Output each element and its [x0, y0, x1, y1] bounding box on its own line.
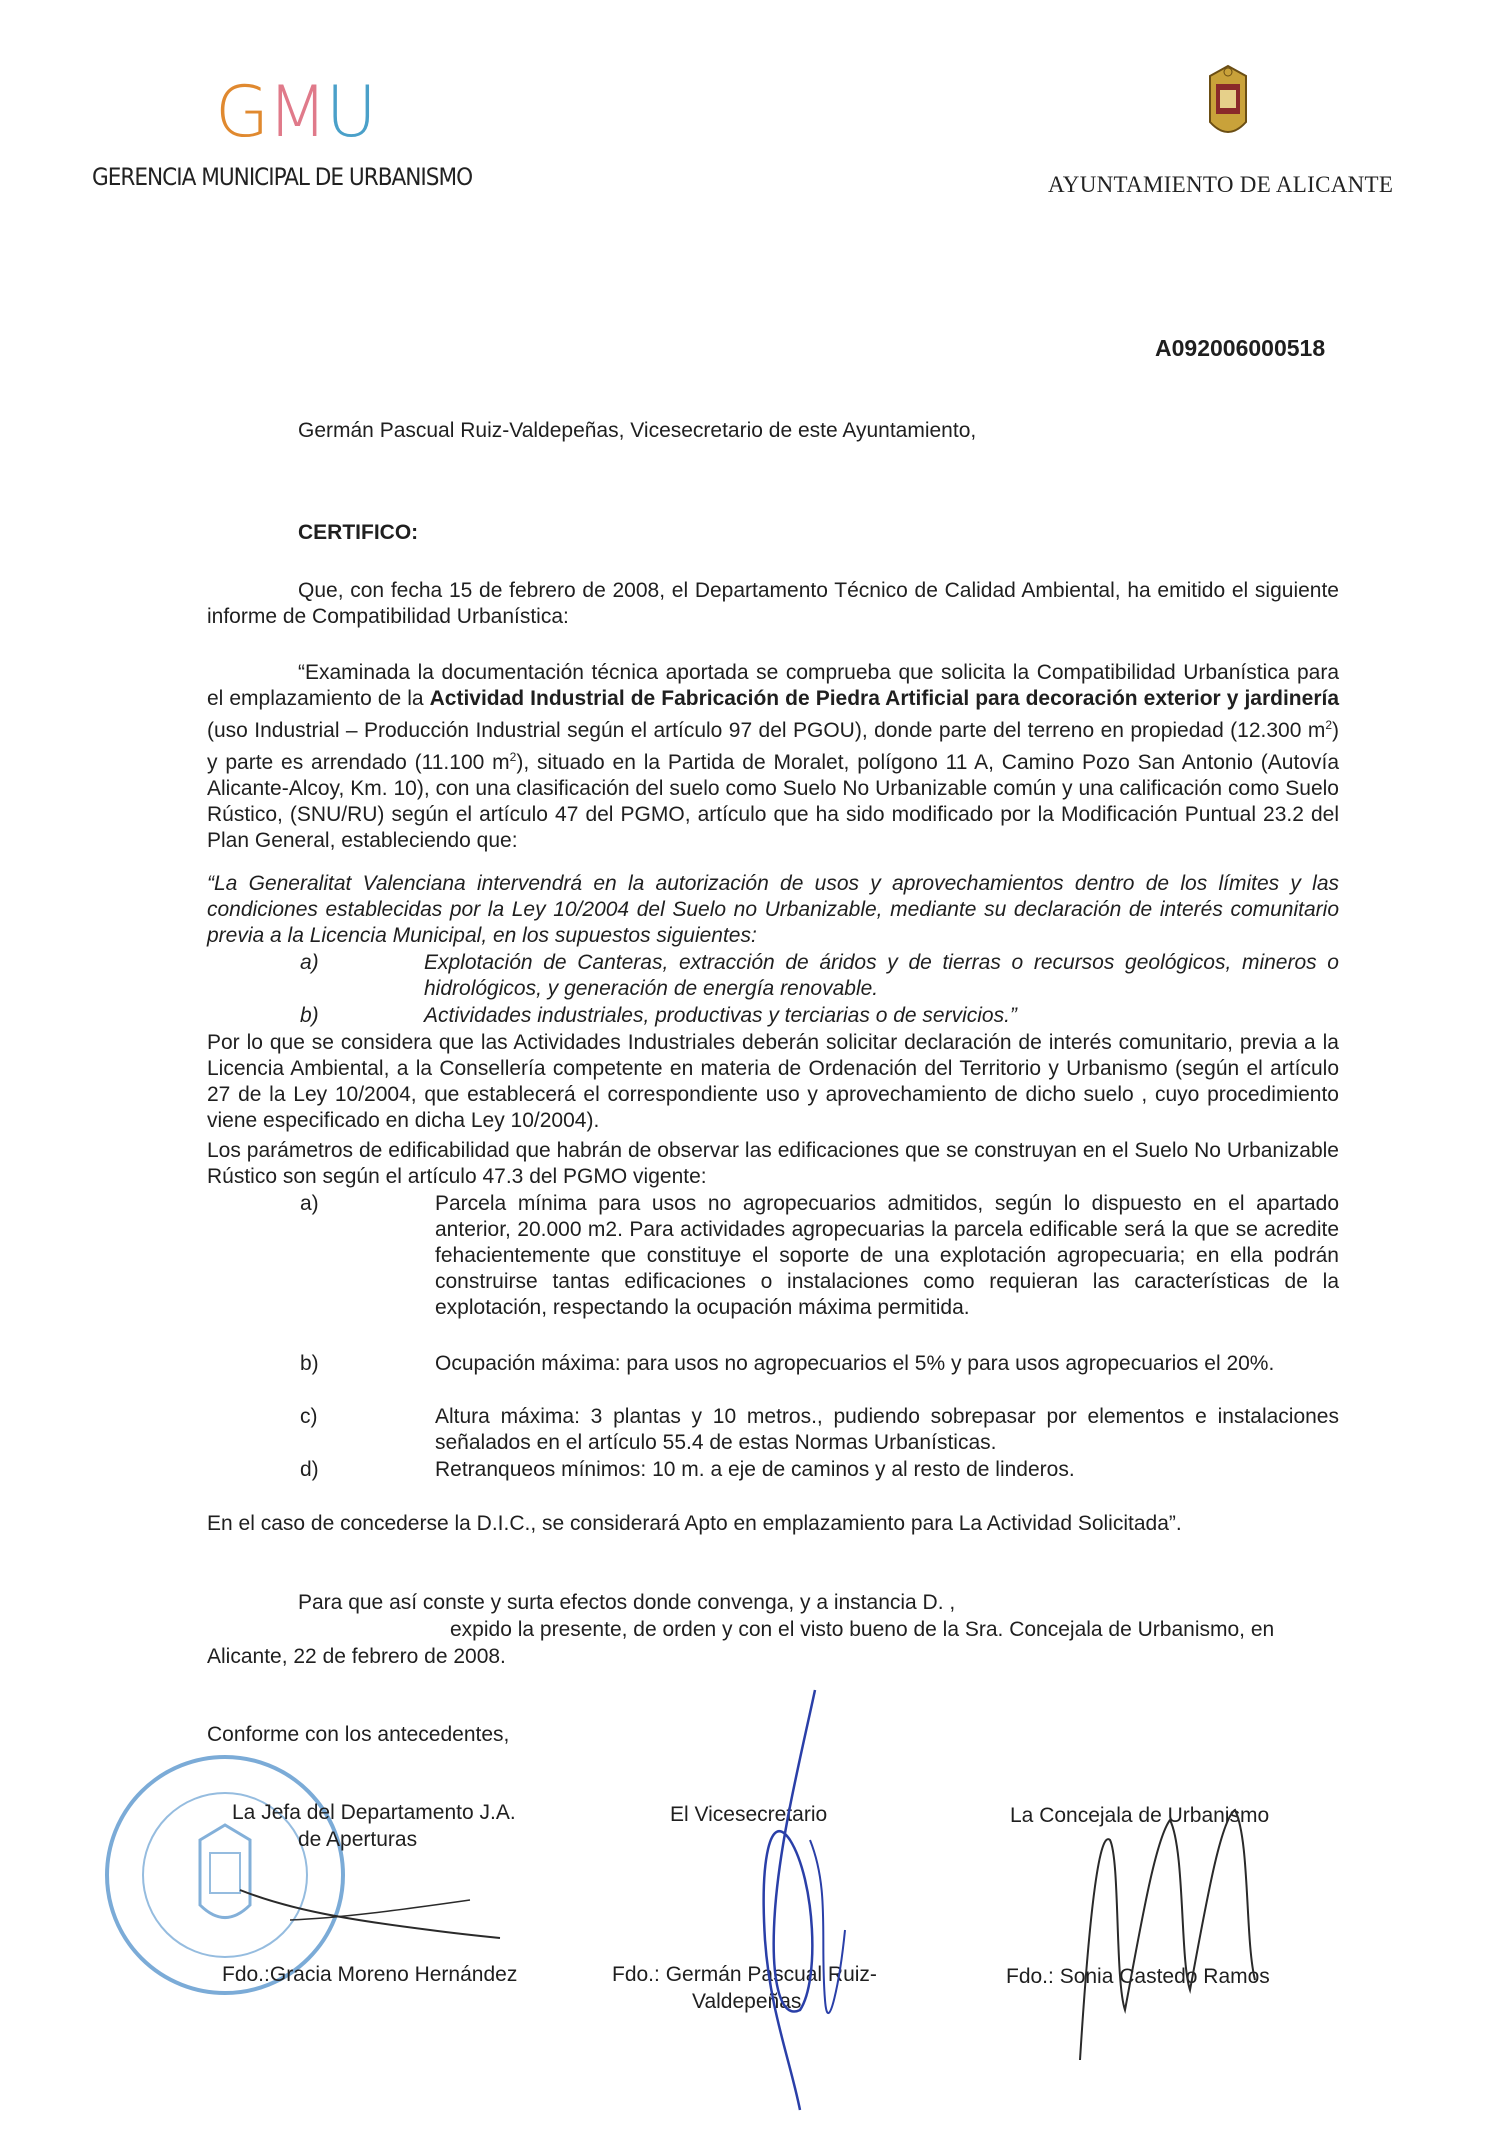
conste-line-3: Alicante, 22 de febrero de 2008. — [207, 1645, 506, 1668]
quote-text-b: (uso Industrial – Producción Industrial según el artículo 97 del PGOU), donde parte del terreno en propiedad (12.300 m — [207, 719, 1326, 742]
gmu-logo: GMU — [215, 71, 375, 153]
mid-role: El Vicesecretario — [670, 1803, 828, 1826]
paragraph-1: Que, con fecha 15 de febrero de 2008, el Departamento Técnico de Calidad Ambiental, ha emitido el siguiente informe de Compatibilidad Urbanística: — [207, 579, 1339, 628]
right-signature-icon — [1060, 1780, 1300, 2080]
mid-signature-icon — [720, 1680, 860, 2120]
sup-2: 2 — [509, 750, 517, 764]
italic-item-text: Actividades industriales, productivas y terciarias o de servicios.” — [424, 1004, 1017, 1027]
quote-paragraph — [207, 660, 1339, 854]
quote-text-c: ) y parte es arrendado (11.100 m — [207, 719, 1339, 774]
reference-number: A092006000518 — [1155, 335, 1326, 361]
italic-intro: “La Generalitat Valenciana intervendrá en la autorización de usos y aprovechamientos dentro de los límites y las condiciones establecidas por la Ley 10/2004 del Suelo no Urbanizable, mediante su declaración de interés comunitario previa a la Licencia Municipal, en los supuestos siguientes: — [207, 872, 1339, 947]
italic-item-letter: b) — [300, 1004, 319, 1027]
left-signature-icon — [230, 1880, 510, 1950]
left-role-1: La Jefa del Departamento J.A. — [232, 1801, 516, 1824]
paragraph-porlo: Por lo que se considera que las Actividades Industriales deberán solicitar declaración de interés comunitario, previa a la Licencia Ambiental, a la Consellería competente en materia de Ordenación del Territorio y Urbanismo (según el artículo 27 de la Ley 10/2004, que establecerá el correspondiente uso y aprovechamiento de dicho suelo , cuyo procedimiento viene especificado en dicha Ley 10/2004). — [207, 1031, 1339, 1132]
conforme-line: Conforme con los antecedentes, — [207, 1723, 510, 1746]
param-text: Altura máxima: 3 plantas y 10 metros., pudiendo sobrepasar por elementos e instalaciones señalados en el artículo 55.4 de estas Normas Urbanísticas. — [435, 1405, 1339, 1454]
param-letter: d) — [300, 1458, 319, 1481]
quote-text-d: ), situado en la Partida de Moralet, polígono 11 A, Camino Pozo San Antonio (Autovía Alicante-Alcoy, Km. 10), con una clasificación del suelo como Suelo No Urbanizable común y una calificación como Suelo Rústico, (SNU/RU) según el artículo 47 del PGMO, artículo que ha sido modificado por la Modificación Puntual 23.2 del Plan General, estableciendo que: — [207, 751, 1339, 852]
mid-signer-name-2: Valdepeñas — [692, 1990, 802, 2013]
left-signer-name: Fdo.:Gracia Moreno Hernández — [222, 1963, 518, 1986]
city-hall-title: AYUNTAMIENTO DE ALICANTE — [1048, 172, 1394, 197]
param-letter: c) — [300, 1405, 318, 1428]
right-role: La Concejala de Urbanismo — [1010, 1804, 1270, 1827]
org-name: GERENCIA MUNICIPAL DE URBANISMO — [92, 163, 473, 191]
param-letter: b) — [300, 1352, 319, 1375]
conste-line-2: expido la presente, de orden y con el visto bueno de la Sra. Concejala de Urbanismo, en — [450, 1618, 1275, 1641]
city-crest-icon — [1200, 62, 1256, 146]
quote-text-a: “Examinada la documentación técnica aportada se comprueba que solicita la Compatibilidad Urbanística para el emplazamiento de la — [207, 661, 1339, 710]
intro-line: Germán Pascual Ruiz-Valdepeñas, Vicesecretario de este Ayuntamiento, — [298, 419, 977, 442]
right-signer-name: Fdo.: Sonia Castedo Ramos — [1006, 1965, 1270, 1988]
param-text: Retranqueos mínimos: 10 m. a eje de caminos y al resto de linderos. — [435, 1458, 1075, 1481]
italic-item-letter: a) — [300, 951, 319, 974]
param-text: Parcela mínima para usos no agropecuarios admitidos, según lo dispuesto en el apartado anterior, 20.000 m2. Para actividades agropecuarias la parcela edificable será la que se acredite fehacientemente que constituye el soporte de una explotación agropecuaria; en ella podrán construirse tantas edificaciones o instalaciones como requieran las características de la explotación, respectando la ocupación máxima permitida. — [435, 1192, 1339, 1319]
param-letter: a) — [300, 1192, 319, 1215]
param-text: Ocupación máxima: para usos no agropecuarios el 5% y para usos agropecuarios el 20%. — [435, 1352, 1275, 1375]
left-role-2: de Aperturas — [298, 1828, 418, 1851]
certifico-heading: CERTIFICO: — [298, 521, 419, 544]
closing-paragraph: En el caso de concederse la D.I.C., se considerará Apto en emplazamiento para La Actividad Solicitada”. — [207, 1512, 1182, 1535]
paragraph-params: Los parámetros de edificabilidad que habrán de observar las edificaciones que se construyan en el Suelo No Urbanizable Rústico son según el artículo 47.3 del PGMO vigente: — [207, 1139, 1339, 1188]
mid-signer-name-1: Fdo.: Germán Pascual Ruiz- — [612, 1963, 877, 1986]
conste-line-1: Para que así conste y surta efectos donde convenga, y a instancia D. , — [298, 1591, 956, 1614]
activity-name: Actividad Industrial de Fabricación de Piedra Artificial para decoración exterior y jardinería — [429, 687, 1340, 710]
sup-1: 2 — [1325, 718, 1332, 732]
italic-item-text: Explotación de Canteras, extracción de áridos y de tierras o recursos geológicos, mineros o hidrológicos, y generación de energía renovable. — [424, 951, 1339, 1000]
